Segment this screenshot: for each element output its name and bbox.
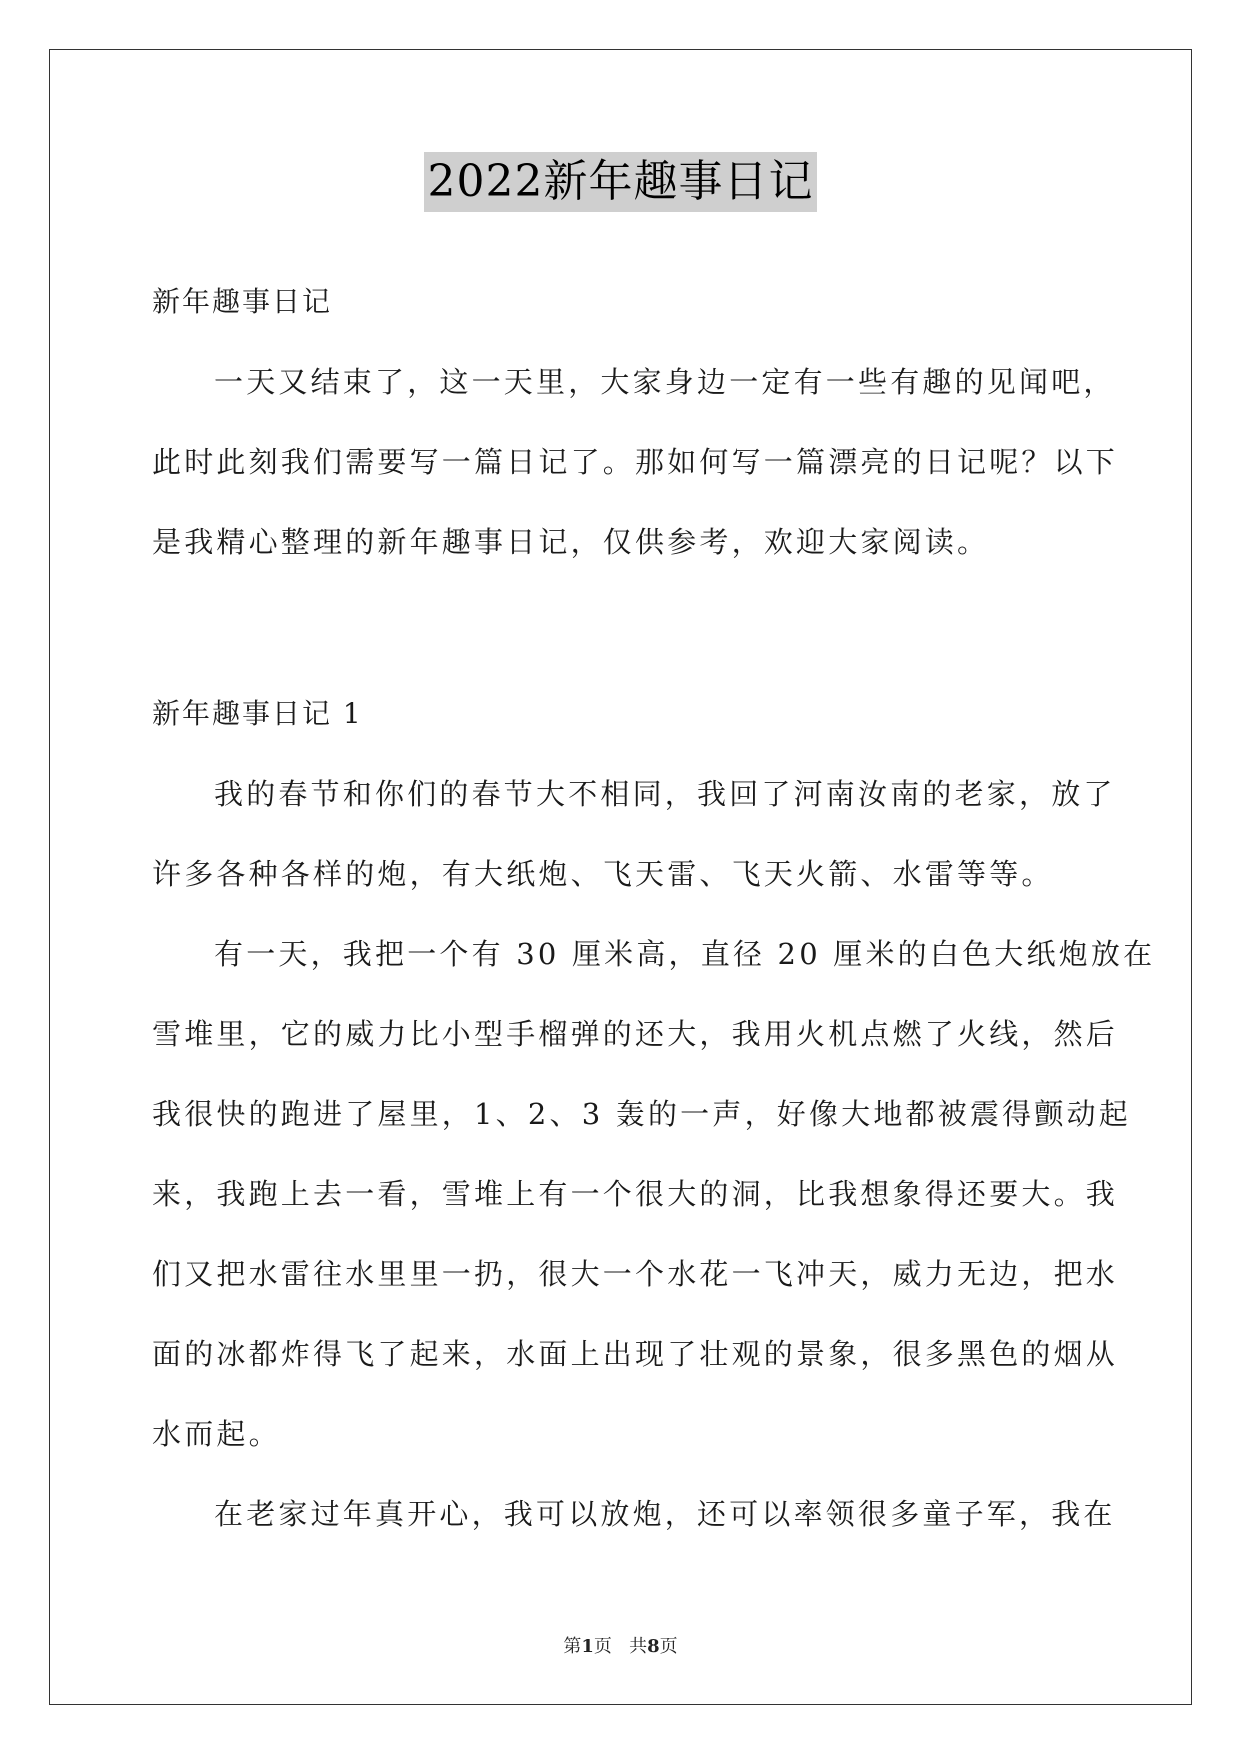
footer-prefix: 第: [563, 1636, 582, 1657]
intro-paragraph: [152, 342, 1119, 582]
paragraph-line: 一天又结束了，这一天里，大家身边一定有一些有趣的见闻吧，: [214, 365, 1116, 399]
document-title: 2022新年趣事日记: [424, 152, 818, 212]
body-paragraph-3: [152, 1474, 1116, 1554]
paragraph-line: 是我精心整理的新年趣事日记，仅供参考，欢迎大家阅读。: [152, 525, 990, 559]
paragraph-line: 水而起。: [152, 1417, 281, 1451]
footer-page-unit: 页: [593, 1636, 612, 1657]
body-paragraph-2: [152, 914, 1156, 1474]
page-footer: [0, 1632, 1241, 1658]
current-page-number: 1: [581, 1636, 594, 1657]
subtitle-heading: 新年趣事日记: [152, 285, 333, 318]
document-body: [152, 262, 1156, 1554]
paragraph-line: 面的冰都炸得飞了起来，水面上出现了壮观的景象，很多黑色的烟从: [152, 1337, 1119, 1371]
footer-total-prefix: 共: [629, 1636, 648, 1657]
paragraph-line: 在老家过年真开心，我可以放炮，还可以率领很多童子军，我在: [214, 1497, 1116, 1531]
footer-total-unit: 页: [659, 1636, 678, 1657]
paragraph-line: 们又把水雷往水里里一扔，很大一个水花一飞冲天，威力无边，把水: [152, 1257, 1119, 1291]
paragraph-line: 许多各种各样的炮，有大纸炮、飞天雷、飞天火箭、水雷等等。: [152, 857, 1054, 891]
paragraph-line: 此时此刻我们需要写一篇日记了。那如何写一篇漂亮的日记呢？以下: [152, 445, 1119, 479]
paragraph-line: 来，我跑上去一看，雪堆上有一个很大的洞，比我想象得还要大。我: [152, 1177, 1119, 1211]
paragraph-line: 有一天，我把一个有 30 厘米高，直径 20 厘米的白色大纸炮放在: [214, 937, 1156, 971]
total-page-count: 8: [647, 1636, 660, 1657]
section-heading: 新年趣事日记 1: [152, 697, 363, 730]
paragraph-line: 我的春节和你们的春节大不相同，我回了河南汝南的老家，放了: [214, 777, 1116, 811]
title-container: [0, 152, 1241, 212]
spacer: [152, 582, 1096, 674]
body-paragraph-1: [152, 754, 1116, 914]
paragraph-line: 我很快的跑进了屋里，1、2、3 轰的一声，好像大地都被震得颤动起: [152, 1097, 1131, 1131]
paragraph-line: 雪堆里，它的威力比小型手榴弹的还大，我用火机点燃了火线，然后: [152, 1017, 1119, 1051]
